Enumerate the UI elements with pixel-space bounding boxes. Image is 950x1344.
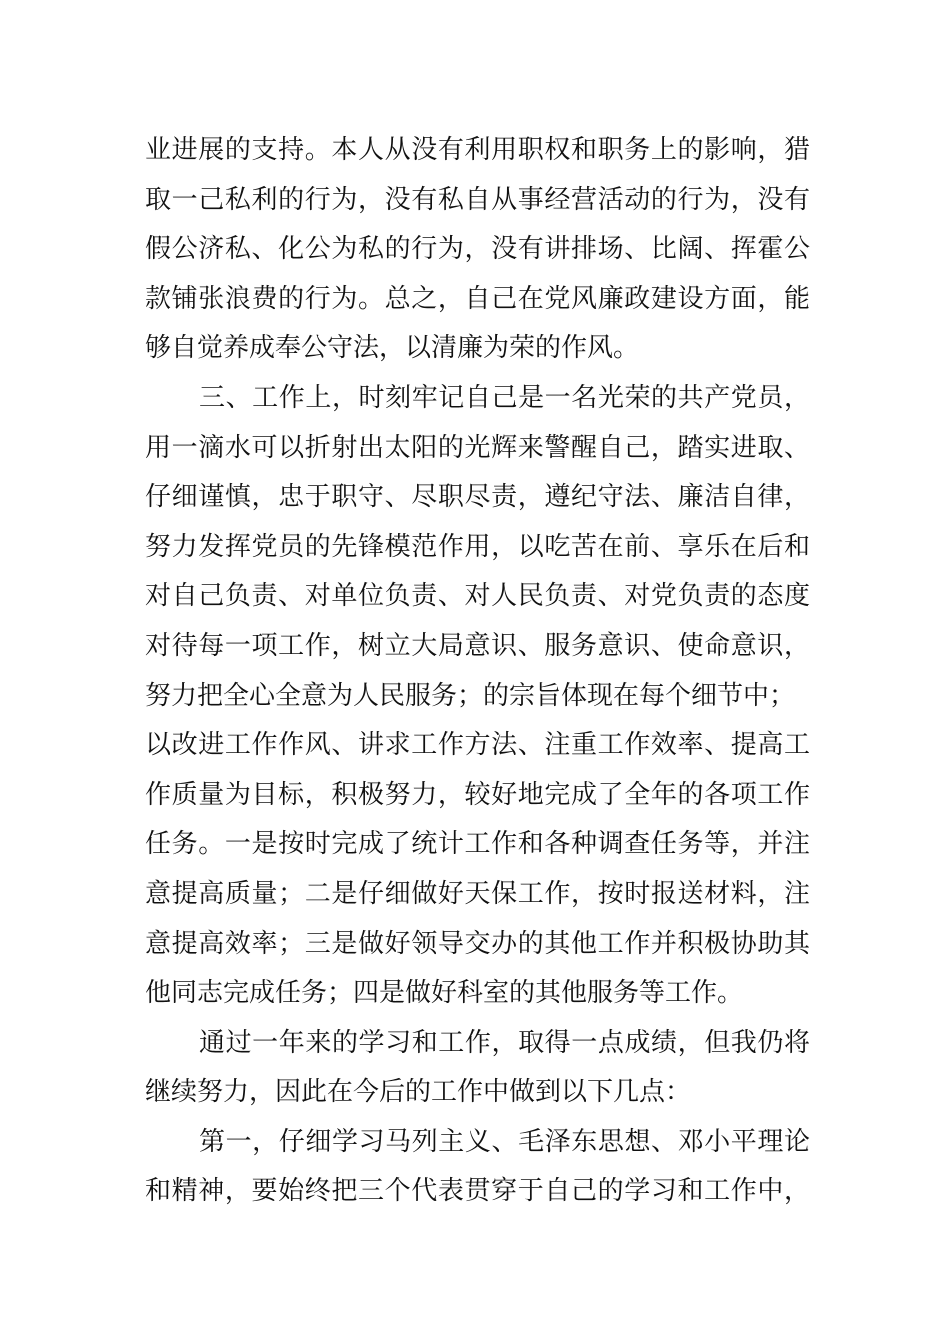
- text-line: 努力把全心全意为人民服务；的宗旨体现在每个细节中；: [145, 680, 796, 711]
- text-line: 作质量为目标，积极努力，较好地完成了全年的各项工作: [145, 779, 810, 810]
- text-line: 意提高质量；二是仔细做好天保工作，按时报送材料，注: [145, 878, 810, 909]
- paragraph-start-line: 通过一年来的学习和工作，取得一点成绩，但我仍将: [199, 1027, 810, 1058]
- text-line: 业进展的支持。本人从没有利用职权和职务上的影响，猎: [145, 135, 810, 165]
- text-line: 够自觉养成奉公守法，以清廉为荣的作风。: [145, 333, 640, 364]
- text-line: 任务。一是按时完成了统计工作和各种调查任务等，并注: [145, 829, 810, 860]
- text-line: 努力发挥党员的先锋模范作用，以吃苦在前、享乐在后和: [145, 531, 810, 562]
- text-line: 仔细谨慎，忠于职守、尽职尽责，遵纪守法、廉洁自律，: [145, 482, 810, 513]
- text-line: 以改进工作作风、讲求工作方法、注重工作效率、提高工: [145, 730, 810, 761]
- text-line: 和精神，要始终把三个代表贯穿于自己的学习和工作中，: [145, 1176, 810, 1207]
- text-line: 意提高效率；三是做好领导交办的其他工作并积极协助其: [145, 928, 810, 959]
- text-line: 用一滴水可以折射出太阳的光辉来警醒自己，踏实进取、: [145, 432, 810, 463]
- text-line: 假公济私、化公为私的行为，没有讲排场、比阔、挥霍公: [145, 234, 810, 265]
- body-text: [145, 126, 810, 1217]
- text-line: 继续努力，因此在今后的工作中做到以下几点：: [145, 1077, 692, 1108]
- paragraph-start-line: 第一，仔细学习马列主义、毛泽东思想、邓小平理论: [199, 1126, 810, 1157]
- text-line: 对自己负责、对单位负责、对人民负责、对党负责的态度: [145, 581, 810, 612]
- text-line: 对待每一项工作，树立大局意识、服务意识、使命意识，: [145, 630, 810, 661]
- text-line: 他同志完成任务；四是做好科室的其他服务等工作。: [145, 978, 744, 1009]
- text-line: 取一己私利的行为，没有私自从事经营活动的行为，没有: [145, 184, 810, 215]
- paragraph-start-line: 三、工作上，时刻牢记自己是一名光荣的共产党员，: [199, 382, 810, 413]
- text-line: 款铺张浪费的行为。总之，自己在党风廉政建设方面，能: [145, 283, 810, 314]
